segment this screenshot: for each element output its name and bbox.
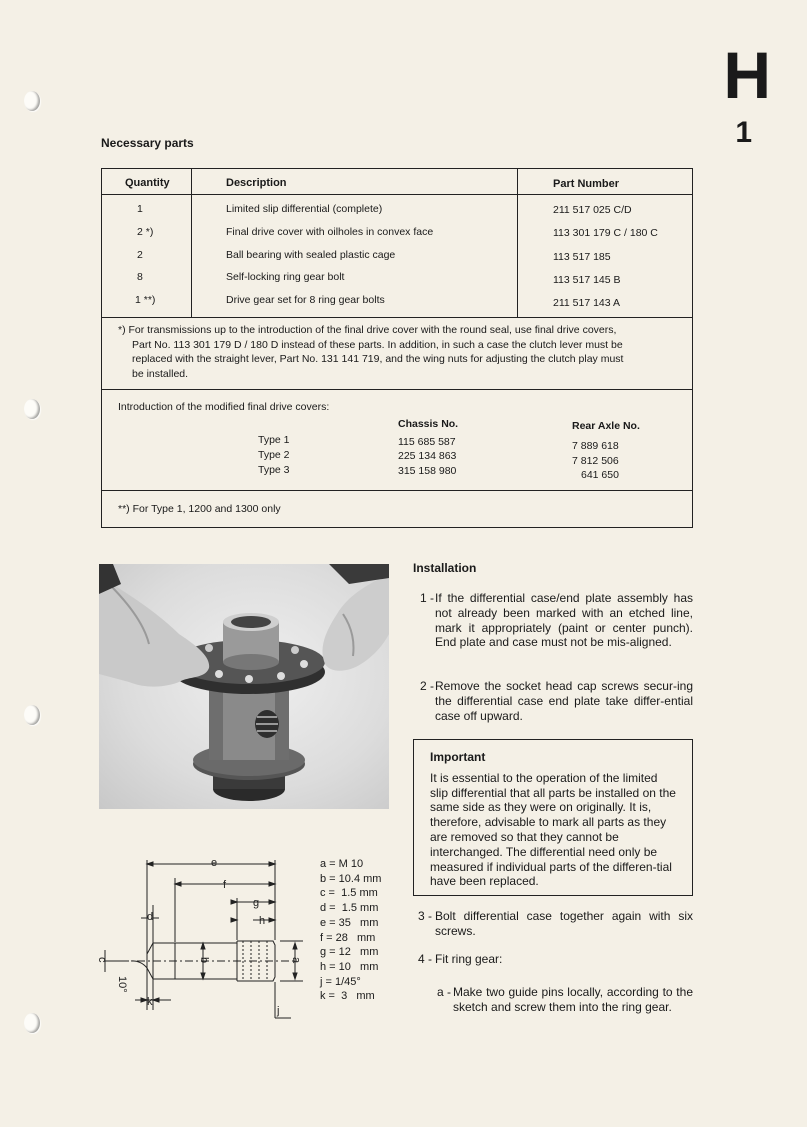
- step-number: a -: [437, 985, 452, 999]
- footnote-line: *) For transmissions up to the introduction of the final drive cover with the round seal, use final drive covers,: [118, 324, 617, 336]
- dimension-row: a = M 10: [320, 858, 364, 870]
- footnote-transmissions: [118, 323, 678, 381]
- installation-step-3: [418, 909, 693, 939]
- table-cell-desc: Limited slip differential (complete): [226, 203, 383, 215]
- footnote-line: Part No. 113 301 179 D / 180 D instead of these parts. In addition, in such a case the clutch lever must be: [132, 338, 623, 351]
- guide-pin-drawing: [95, 850, 310, 1020]
- step-text: Fit ring gear:: [435, 952, 503, 966]
- installation-step-2: [420, 679, 693, 723]
- step-text: Bolt differential case together again with six screws.: [435, 909, 693, 938]
- installation-title: Installation: [413, 561, 477, 575]
- description-header: Description: [226, 177, 287, 189]
- differential-photo: [99, 564, 389, 809]
- table-cell-part: 113 301 179 C / 180 C: [553, 227, 658, 239]
- chassis-header: Chassis No.: [398, 418, 459, 430]
- step-text: Make two guide pins locally, according to the sketch and screw them into the ring gear.: [453, 985, 693, 1014]
- chassis-number: 115 685 587: [398, 436, 456, 448]
- installation-step-1: [420, 591, 693, 650]
- table-cell-part: 211 517 143 A: [553, 297, 620, 309]
- important-title: Important: [430, 750, 486, 764]
- installation-step-4a: [437, 985, 693, 1015]
- table-cell-desc: Drive gear set for 8 ring gear bolts: [226, 294, 385, 306]
- footnote-line: replaced with the straight lever, Part No. 131 141 719, and the wing nuts for adjusting the clutch play must: [132, 353, 624, 365]
- type-label: Type 2: [258, 449, 290, 461]
- dim-label-a: a: [290, 957, 302, 964]
- footnote-type1: **) For Type 1, 1200 and 1300 only: [118, 503, 281, 515]
- step-number: 4 -: [418, 952, 433, 966]
- dim-label-f: f: [223, 879, 227, 891]
- chassis-number: 225 134 863: [398, 450, 457, 462]
- table-divider: [191, 169, 192, 317]
- quantity-header: Quantity: [125, 177, 170, 189]
- footnote-line: be installed.: [132, 367, 189, 380]
- dim-label-c: c: [96, 957, 108, 963]
- step-text: If the differential case/end plate assembly has not already been marked with an etched line, mark it appropriately (paint or center punch). End plate and case must not be mis-aligned.: [435, 591, 693, 650]
- table-cell-qty: 2 *): [137, 226, 154, 238]
- rear-axle-number: 641 650: [581, 469, 619, 481]
- table-cell-qty: 1: [137, 203, 143, 215]
- table-cell-desc: Ball bearing with sealed plastic cage: [226, 249, 396, 261]
- table-rule: [102, 317, 692, 318]
- binder-hole-2: [24, 399, 40, 419]
- dim-label-b: b: [198, 957, 210, 964]
- rear-axle-number: 7 812 506: [572, 455, 619, 467]
- dimension-row: g = 12 mm: [320, 946, 379, 959]
- dim-label-e: e: [211, 857, 218, 869]
- step-number: 1 -: [420, 591, 435, 605]
- dimension-list: [320, 857, 381, 1004]
- type-label: Type 1: [258, 434, 290, 446]
- table-cell-part: 211 517 025 C/D: [553, 204, 632, 216]
- dimension-row: h = 10 mm: [320, 960, 379, 973]
- table-cell-qty: 8: [137, 271, 143, 283]
- binder-hole-4: [24, 1013, 40, 1033]
- table-cell-qty: 1 **): [135, 294, 156, 306]
- chassis-number: 315 158 980: [398, 465, 457, 477]
- important-notice: [413, 739, 693, 896]
- table-header-rule: [102, 194, 692, 195]
- important-text: It is essential to the operation of the limited slip differential that all parts be installed on the same side as they were on originally. It is, therefore, advisable to mark all parts as they are removed so that they cannot be interchanged. The differential need only be measured if individual parts of the differen-tial have been replaced.: [430, 770, 676, 889]
- table-cell-desc: Final drive cover with oilholes in convex face: [226, 226, 434, 238]
- introduction-text: Introduction of the modified final drive covers:: [118, 401, 330, 413]
- step-number: 3 -: [418, 909, 433, 923]
- part-number-header: Part Number: [553, 178, 620, 190]
- binder-hole-1: [24, 91, 40, 111]
- parts-table: [101, 168, 693, 528]
- dimension-row: f = 28 mm: [320, 931, 376, 944]
- section-letter: H: [723, 38, 771, 112]
- table-cell-part: 113 517 185: [553, 251, 611, 263]
- step-number: 2 -: [420, 679, 435, 693]
- dim-label-angle: 10°: [116, 976, 128, 993]
- dim-label-d: d: [147, 911, 154, 923]
- dimension-row: c = 1.5 mm: [320, 887, 378, 900]
- dimension-row: k = 3 mm: [320, 990, 375, 1003]
- type-label: Type 3: [258, 464, 290, 476]
- step-text: Remove the socket head cap screws secur-ing the differential case end plate take differ-ential case off upward.: [435, 679, 693, 723]
- dimension-row: e = 35 mm: [320, 916, 379, 929]
- table-cell-qty: 2: [137, 249, 143, 261]
- dimension-row: d = 1.5 mm: [320, 902, 379, 915]
- table-divider: [517, 169, 518, 317]
- necessary-parts-title: Necessary parts: [101, 136, 194, 150]
- section-number: 1: [735, 116, 752, 149]
- dim-label-g: g: [253, 897, 260, 909]
- dimension-row: b = 10.4 mm: [320, 872, 382, 885]
- table-rule: [102, 389, 692, 390]
- table-cell-part: 113 517 145 B: [553, 274, 621, 286]
- table-cell-desc: Self-locking ring gear bolt: [226, 271, 345, 283]
- dim-label-k: k: [147, 996, 153, 1008]
- dim-label-h: h: [259, 915, 266, 927]
- rear-axle-number: 7 889 618: [572, 440, 619, 452]
- dim-label-j: j: [277, 1005, 280, 1017]
- table-rule: [102, 490, 692, 491]
- binder-hole-3: [24, 705, 40, 725]
- installation-step-4: [418, 952, 693, 967]
- rear-axle-header: Rear Axle No.: [572, 420, 640, 432]
- dimension-row: j = 1/45°: [320, 975, 361, 988]
